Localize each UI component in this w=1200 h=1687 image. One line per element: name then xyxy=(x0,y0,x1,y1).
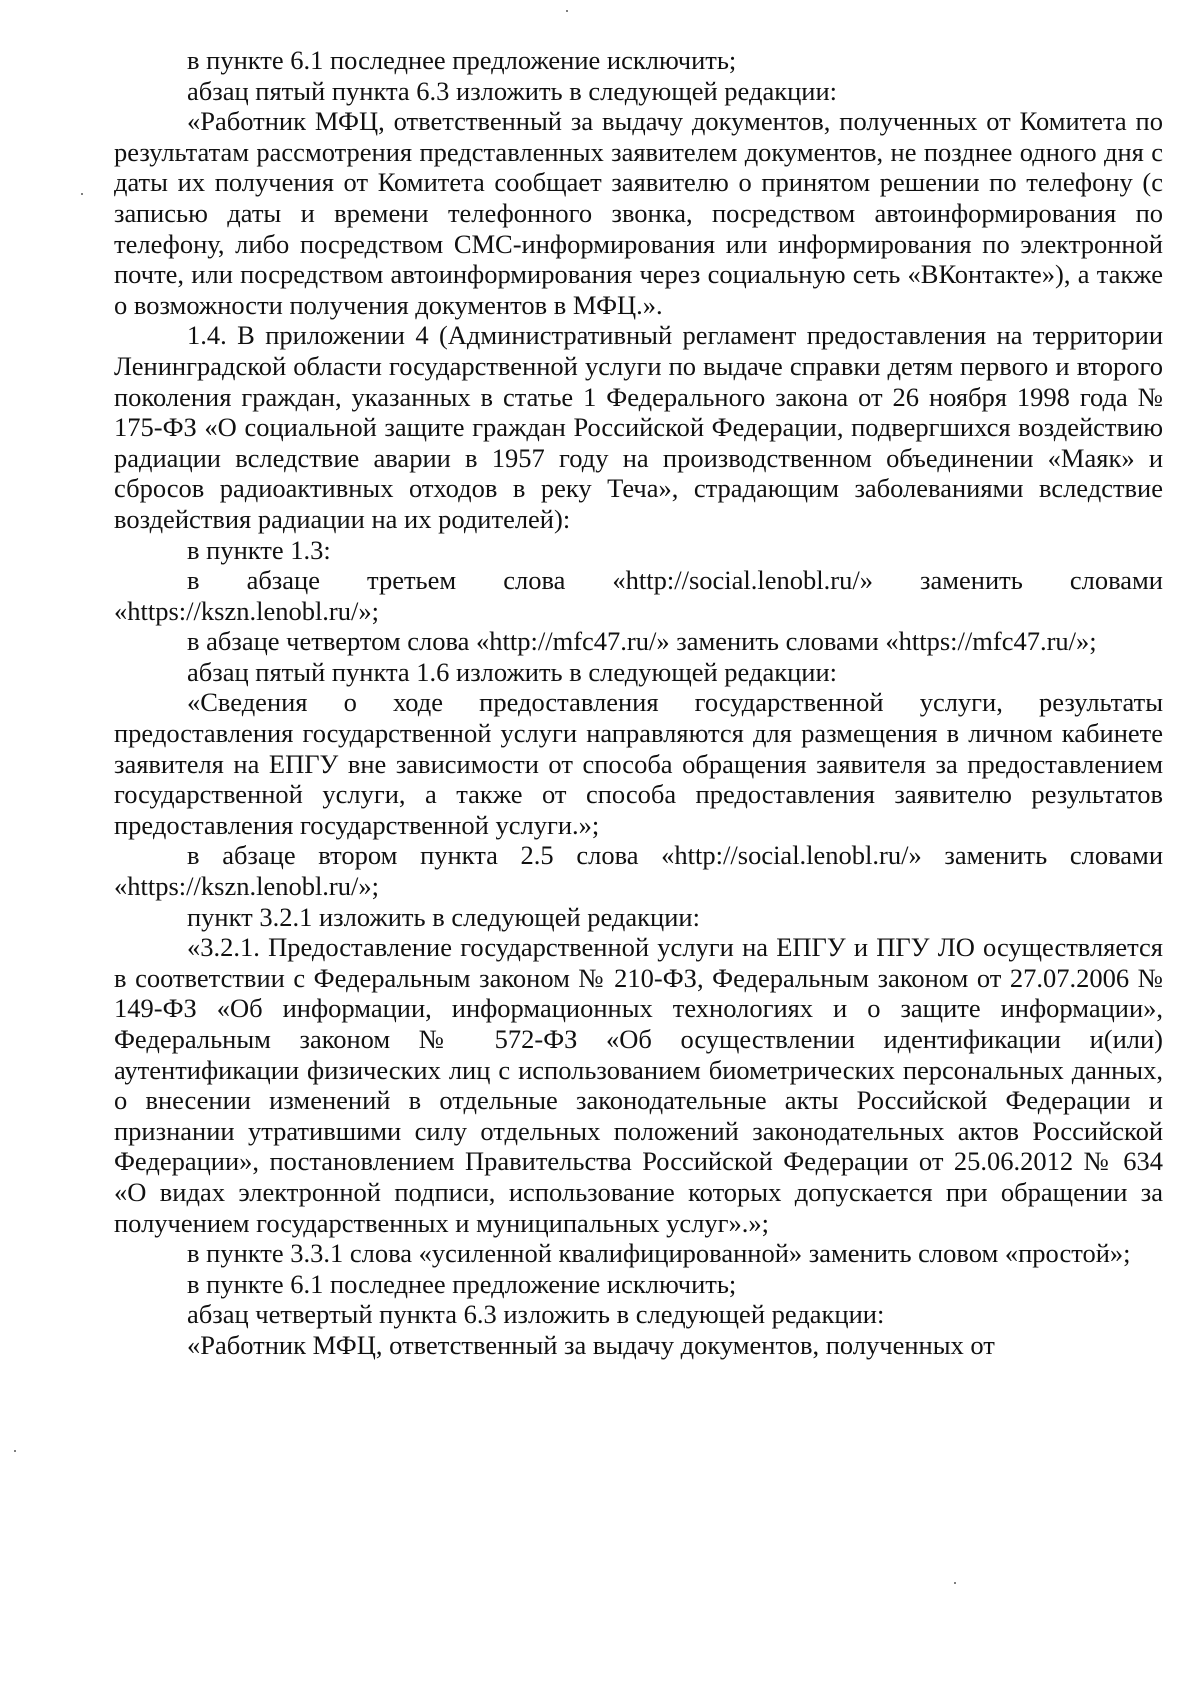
paragraph: «3.2.1. Предоставление государственной услуги на ЕПГУ и ПГУ ЛО осуществляется в соответствии с Федеральным законом № 210-ФЗ, Федеральным законом от 27.07.2006 № 149-ФЗ «Об информации, информационных технологиях и о защите информации», Федеральным законом № 572-ФЗ «Об осуществлении идентификации и(или) аутентификации физических лиц с использованием биометрических персональных данных, о внесении изменений в отдельные законодательные акты Российской Федерации и признании утратившими силу отдельных положений законодательных актов Российской Федерации», постановлением Правительства Российской Федерации от 25.06.2012 № 634 «О видах электронной подписи, использование которых допускается при обращении за получением государственных и муниципальных услуг».»; xyxy=(114,932,1163,1238)
paragraph: «Работник МФЦ, ответственный за выдачу документов, полученных от Комитета по результатам рассмотрения представленных заявителем документов, не позднее одного дня с даты их получения от Комитета сообщает заявителю о принятом решении по телефону (с записью даты и времени телефонного звонка, посредством автоинформирования по телефону, либо посредством СМС-информирования или информирования по электронной почте, или посредством автоинформирования через социальную сеть «ВКонтакте»), а также о возможности получения документов в МФЦ.». xyxy=(114,106,1163,320)
paragraph: в абзаце втором пункта 2.5 слова «http://social.lenobl.ru/» заменить словами «https://kszn.lenobl.ru/»; xyxy=(114,840,1163,902)
paragraph: «Работник МФЦ, ответственный за выдачу документов, полученных от xyxy=(187,1329,995,1360)
paragraph: абзац пятый пункта 6.3 изложить в следующей редакции: xyxy=(187,75,838,106)
paragraph: в пункте 6.1 последнее предложение исключить; xyxy=(187,1268,737,1299)
paragraph: 1.4. В приложении 4 (Административный регламент предоставления на территории Ленинградской области государственной услуги по выдаче справки детям первого и второго поколения граждан, указанных в статье 1 Федерального закона от 26 ноября 1998 года № 175-ФЗ «О социальной защите граждан Российской Федерации, подвергшихся воздействию радиации вследствие аварии в 1957 году на производственном объединении «Маяк» и сбросов радиоактивных отходов в реку Теча», страдающим заболеваниями вследствие воздействия радиации на их родителей): xyxy=(114,320,1163,534)
paragraph: в пункте 3.3.1 слова «усиленной квалифицированной» заменить словом «простой»; xyxy=(187,1238,1131,1269)
paragraph: в пункте 6.1 последнее предложение исключить; xyxy=(187,45,737,75)
scan-speck xyxy=(566,10,568,12)
paragraph: пункт 3.2.1 изложить в следующей редакции: xyxy=(187,901,700,932)
paragraph: «Сведения о ходе предоставления государственной услуги, результаты предоставления государственной услуги направляются для размещения в личном кабинете заявителя на ЕПГУ вне зависимости от способа обращения заявителя за предоставлением государственной услуги, а также от способа предоставления заявителю результатов предоставления государственной услуги.»; xyxy=(114,687,1163,840)
paragraph: в абзаце четвертом слова «http://mfc47.ru/» заменить словами «https://mfc47.ru/»; xyxy=(187,626,1097,657)
scan-speck xyxy=(14,1450,16,1452)
scan-speck xyxy=(81,193,83,195)
document-body xyxy=(114,45,1163,1361)
paragraph: абзац пятый пункта 1.6 изложить в следующей редакции: xyxy=(187,656,838,687)
paragraph: абзац четвертый пункта 6.3 изложить в следующей редакции: xyxy=(187,1299,885,1330)
paragraph: в пункте 1.3: xyxy=(187,534,331,565)
scan-speck xyxy=(954,1582,956,1584)
paragraph: в абзаце третьем слова «http://social.lenobl.ru/» заменить словами «https://kszn.lenobl.ru/»; xyxy=(114,565,1163,626)
